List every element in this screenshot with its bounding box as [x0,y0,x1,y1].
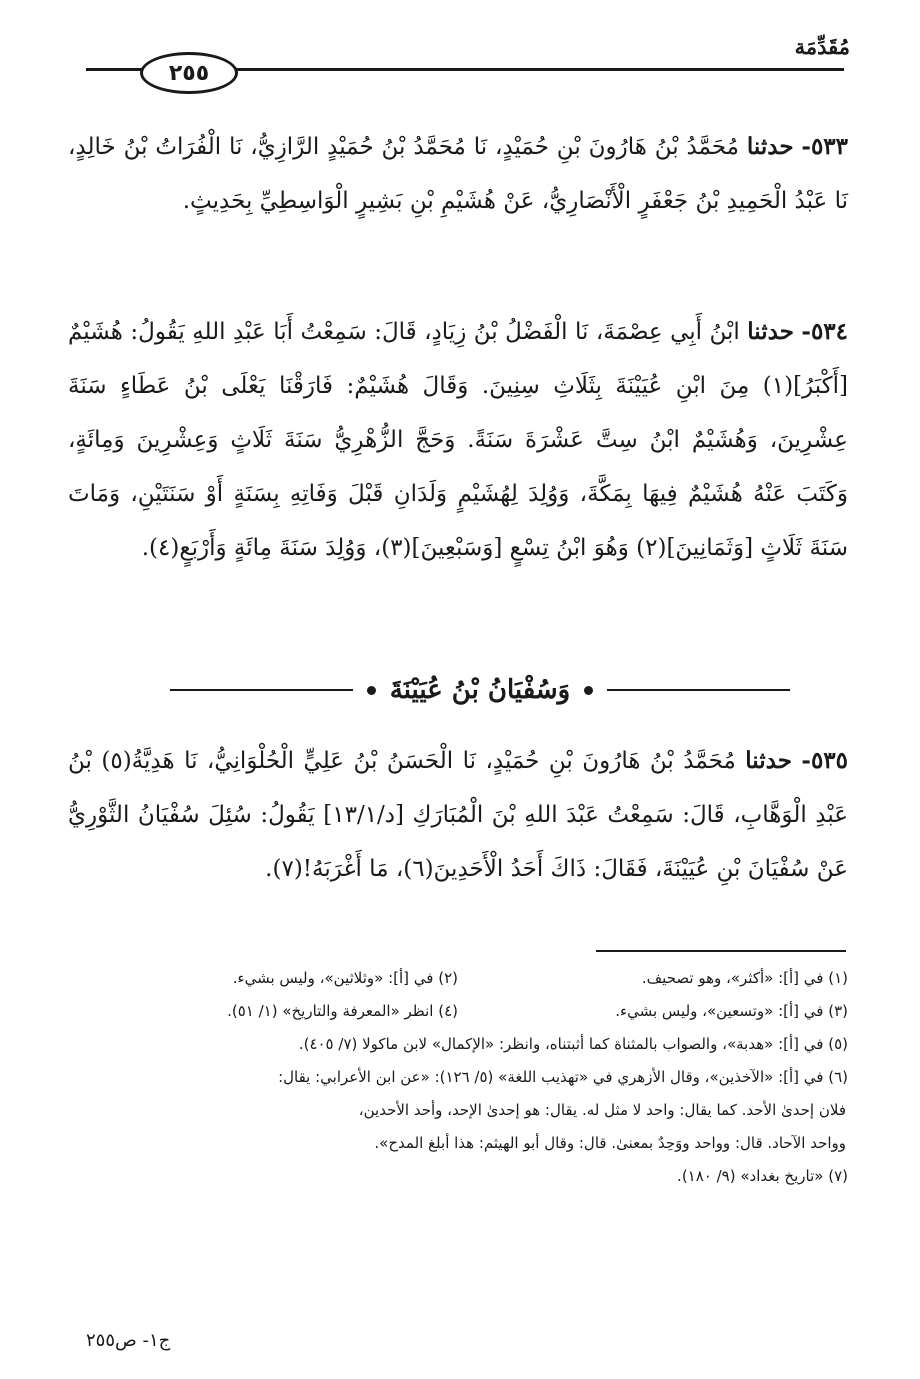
paragraph [68,734,848,896]
hadith-text: مُحَمَّدُ بْنُ هَارُونَ بْنِ حُمَيْدٍ، نَا الْحَسَنُ بْنُ عَلِيٍّ الْحُلْوَانِيُّ، نَا هَدِيَّةُ(٥) بْنُ عَبْدِ الْوَهَّابِ، قَالَ: سَمِعْتُ عَبْدَ اللهِ بْنَ الْمُبَارَكِ [د/١٣/١] يَقُولُ: سُئِلَ سُفْيَانُ الثَّوْرِيُّ عَنْ سُفْيَانَ بْنِ عُيَيْنَةَ، فَقَالَ: ذَاكَ أَحَدُ الْأَحَدِينَ(٦)، مَا أَغْرَبَهُ!(٧). [68,748,848,882]
footnotes [68,962,848,1193]
hadith-number: ٥٣٣- [801,133,849,160]
footnote-7: (٧) «تاريخ بغداد» (٩/ ١٨٠). [677,1167,848,1185]
hadith-number: ٥٣٥- [801,747,849,774]
heading-rule-left [170,689,353,691]
heading-rule-right [607,689,790,691]
footnote-6: (٦) في [أ]: «الآخذين»، وقال الأزهري في «تهذيب اللغة» (٥/ ١٢٦): «عن ابن الأعرابي: يقال: [278,1068,848,1086]
bullet-dot-left [367,686,376,695]
paragraph [68,305,848,575]
footnote-4: (٤) انظر «المعرفة والتاريخ» (١/ ٥١). [227,1002,458,1020]
footnote-5: (٥) في [أ]: «هدبة»، والصواب بالمثناة كما أثبتناه، وانظر: «الإكمال» لابن ماكولا (٧/ ٤٠٥). [298,1035,848,1053]
hadith-534 [68,305,848,575]
hadith-number: ٥٣٤- [801,318,848,345]
footnote-1: (١) في [أ]: «أكثر»، وهو تصحيف. [641,969,848,987]
footnote-rule [596,950,846,952]
hadith-lead: حدثنا [747,318,794,345]
footnote-6-continued: وواحد الآحاد. قال: وواحد ووَحِدٌ بمعنىٰ. قال: وقال أبو الهيثم: هذا أبلغ المدح». [374,1134,846,1152]
page-reference: ج١- ص٢٥٥ [86,1330,171,1351]
page-number: ٢٥٥ [168,60,210,86]
paragraph [68,120,848,228]
page-number-badge [140,52,238,94]
footnote-3: (٣) في [أ]: «وتسعين»، وليس بشيء. [615,1002,848,1020]
hadith-lead: حدثنا [746,133,794,160]
footnote-2: (٢) في [أ]: «وثلاثين»، وليس بشيء. [232,969,458,987]
hadith-text: ابْنُ أَبِي عِصْمَةَ، نَا الْفَضْلُ بْنُ زِيَادٍ، قَالَ: سَمِعْتُ أَبَا عَبْدِ اللهِ يَقُولُ: هُشَيْمٌ [أَكْبَرُ](١) مِنَ ابْنِ عُيَيْنَةَ بِثَلَاثِ سِنِينَ. وَقَالَ هُشَيْمٌ: فَارَقْنَا يَعْلَى بْنُ عَطَاءٍ سَنَةَ عِشْرِينَ، وَهُشَيْمٌ ابْنُ سِتَّ عَشْرَةَ سَنَةً. وَحَجَّ الزُّهْرِيُّ سَنَةَ ثَلَاثٍ وَعِشْرِينَ وَمِائَةٍ، وَكَتَبَ عَنْهُ هُشَيْمٌ فِيهَا بِمَكَّةَ، وَوُلِدَ لِهُشَيْمٍ وَلَدَانِ قَبْلَ وَفَاتِهِ بِسَنَةٍ أَوْ سَنَتَيْنِ، وَمَاتَ سَنَةَ ثَلَاثٍ [وَثَمَانِينَ](٢) وَهُوَ ابْنُ تِسْعٍ [وَسَبْعِينَ](٣)، وَوُلِدَ سَنَةَ مِائَةٍ وَأَرْبَعٍ(٤). [68,319,848,561]
footnote-row [68,962,848,995]
hadith-text: مُحَمَّدُ بْنُ هَارُونَ بْنِ حُمَيْدٍ، نَا مُحَمَّدُ بْنُ حُمَيْدٍ الرَّازِيُّ، نَا الْفُرَاتُ بْنُ خَالِدٍ، نَا عَبْدُ الْحَمِيدِ بْنُ جَعْفَرٍ الْأَنْصَارِيُّ، عَنْ هُشَيْمِ بْنِ بَشِيرٍ الْوَاسِطِيِّ بِحَدِيثٍ. [68,134,848,214]
bullet-dot-right [584,686,593,695]
hadith-535 [68,734,848,896]
hadith-533 [68,120,848,228]
hadith-lead: حدثنا [745,747,792,774]
footnote-6-continued: فلان إحدىٰ الأحد. كما يقال: واحد لا مثل له. يقال: هو إحدىٰ الإحد، وأحد الأحدين، [358,1101,846,1119]
running-title: مُقَدِّمَة [794,34,850,59]
section-title: وَسُفْيَانُ بْنُ عُيَيْنَةَ [389,675,571,705]
footnote-row [68,995,848,1028]
section-heading [170,668,790,712]
